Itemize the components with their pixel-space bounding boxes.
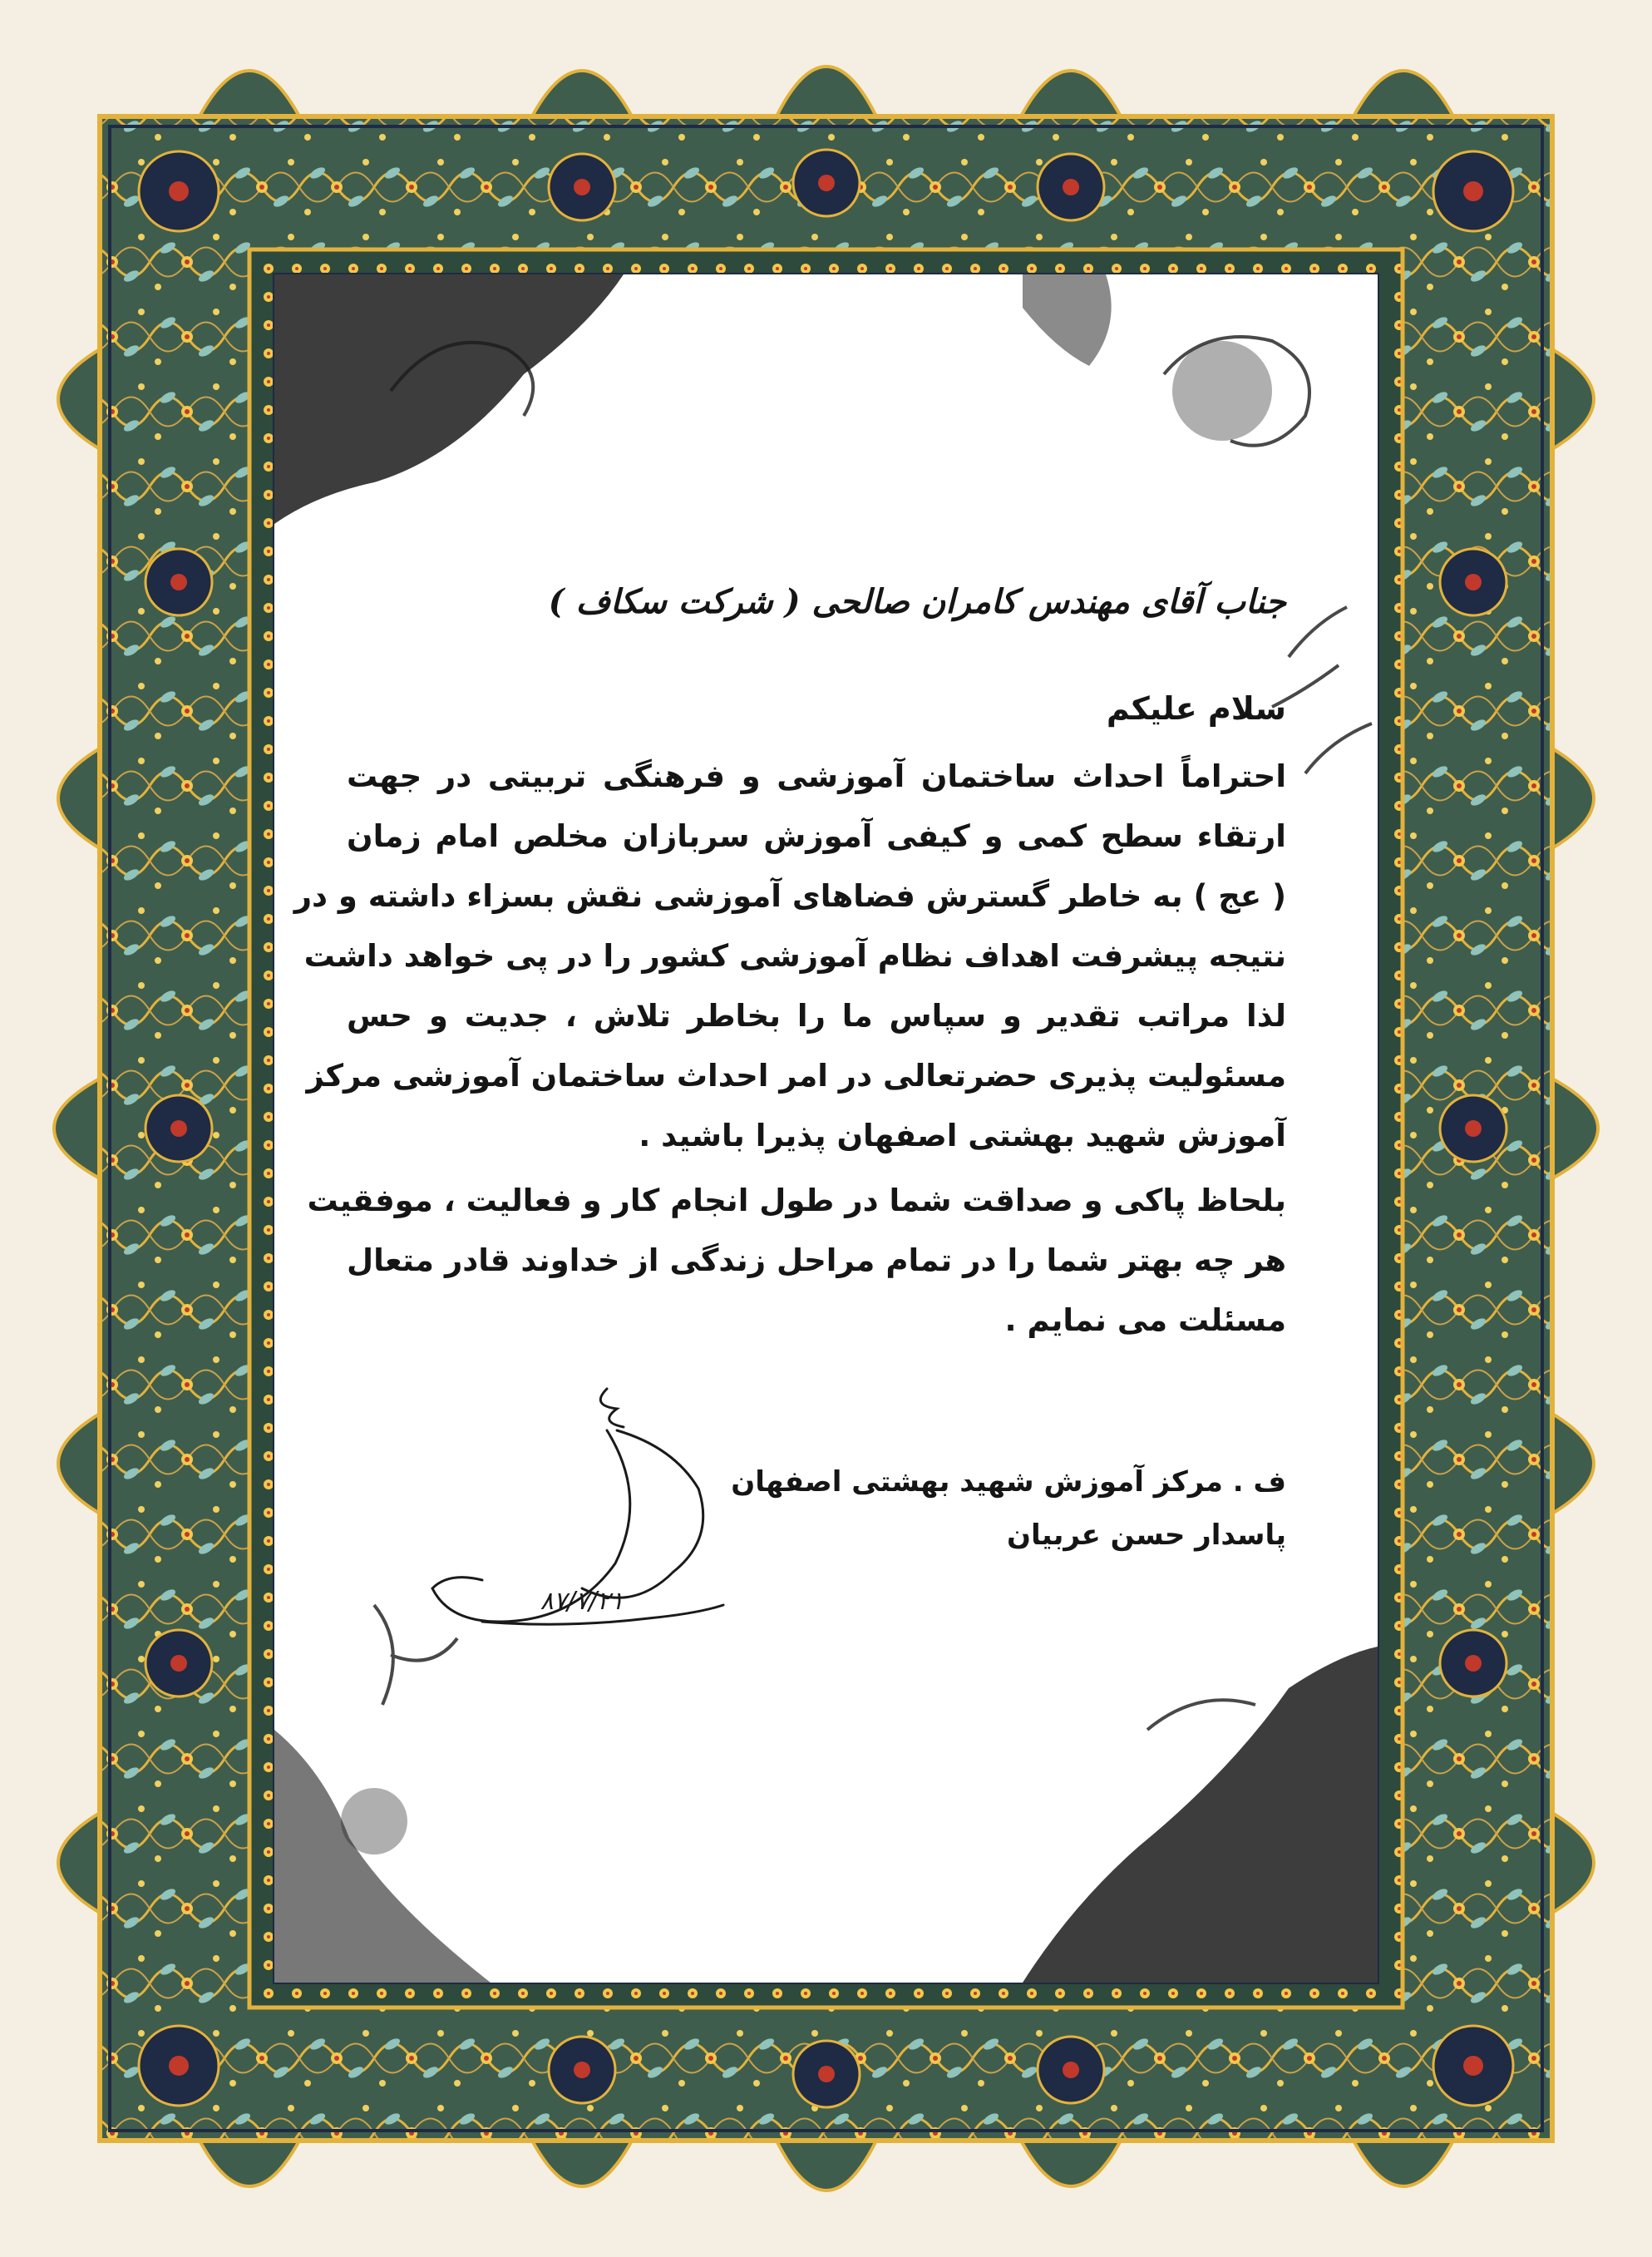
paragraph-1-line: آموزش شهید بهشتی اصفهان پذیرا باشید . — [639, 1118, 1286, 1153]
paragraph-1-line: لذا مراتب تقدیر و سپاس ما را بخاطر تلاش ، جدیت و حس — [347, 998, 1286, 1034]
signatory-org: ف . مرکز آموزش شهید بهشتی اصفهان — [731, 1465, 1286, 1499]
paragraph-1-line: احتراماً احداث ساختمان آموزشی و فرهنگی تربیتی در جهت — [347, 758, 1286, 794]
paragraph-1-line: نتیجه پیشرفت اهداف نظام آموزشی کشور را در پی خواهد داشت — [303, 938, 1286, 974]
paragraph-2-line: هر چه بهتر شما را در تمام مراحل زندگی از خداوند قادر متعال — [347, 1242, 1286, 1278]
paragraph-1-line: مسئولیت پذیری حضرتعالی در امر احداث ساختمان آموزشی مرکز — [306, 1058, 1286, 1094]
signatory-block — [731, 1455, 1286, 1562]
paragraph-1-line: ( عج ) به خاطر گسترش فضاهای آموزشی نقش بسزاء داشته و در — [293, 878, 1286, 914]
paragraph-1-line: ارتقاء سطح کمی و کیفی آموزش سربازان مخلص امام زمان — [347, 818, 1286, 854]
paragraph-2-line: بلحاظ پاکی و صداقت شما در طول انجام کار و فعالیت ، موفقیت — [307, 1183, 1286, 1218]
paragraph-2 — [307, 1171, 1286, 1351]
signatory-name: پاسدار حسن عربیان — [1006, 1519, 1286, 1552]
paragraph-2-line: مسئلت می نمایم . — [1004, 1302, 1286, 1338]
paragraph-1 — [293, 747, 1286, 1166]
greeting: سلام علیکم — [1106, 690, 1286, 727]
letter-paper — [274, 274, 1378, 1983]
signature-date: ۸۷/۷/۲۱ — [540, 1587, 624, 1616]
salutation: جناب آقای مهندس کامران صالحی ( شرکت سکاف ) — [548, 582, 1286, 621]
